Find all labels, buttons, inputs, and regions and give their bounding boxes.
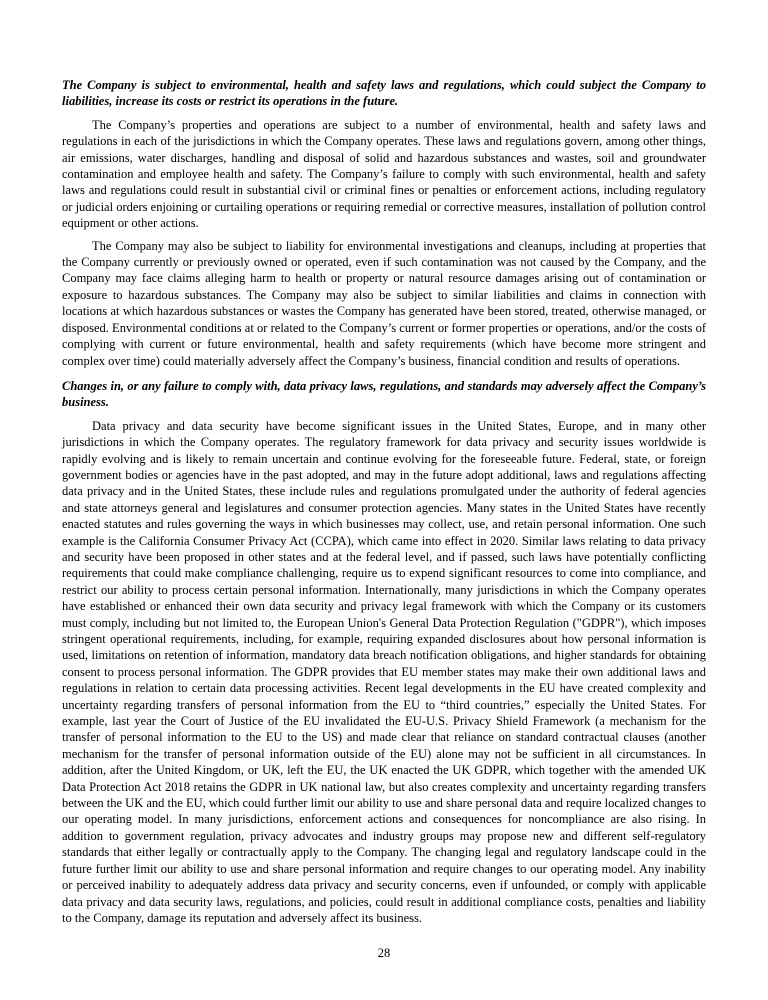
- page-content: [62, 77, 706, 926]
- page-footer: [0, 944, 768, 962]
- paragraph-environmental-2: The Company may also be subject to liability for environmental investigations and cleanups, including at properties that the Company currently or previously owned or operated, even if such contamination was not caused by the Company, and the Company may face claims alleging harm to health or property or natural resource damages arising out of contamination or exposure to hazardous substances. The Company may also be subject to similar liabilities and claims in connection with locations at which hazardous substances or wastes the Company has generated have been stored, treated, otherwise managed, or disposed. Environmental conditions at or related to the Company’s current or former properties or operations, and/or the costs of complying with current or future environmental, health and safety requirements (which have become more stringent and complex over time) could materially adversely affect the Company’s business, financial condition and results of operations.: [62, 238, 706, 368]
- risk-heading-environmental: The Company is subject to environmental, health and safety laws and regulations, which could subject the Company to liabilities, increase its costs or restrict its operations in the future.: [62, 78, 706, 109]
- paragraph-environmental-1: The Company’s properties and operations are subject to a number of environmental, health and safety laws and regulations in each of the jurisdictions in which the Company operates. These laws and regulations govern, among other things, air emissions, water discharges, handling and disposal of solid and hazardous substances and wastes, soil and groundwater contamination and employee health and safety. The Company’s failure to comply with such environmental, health and safety laws and regulations could result in substantial civil or criminal fines or penalties or enforcement actions, including regulatory or judicial orders enjoining or curtailing operations or requiring remedial or corrective measures, installation of pollution control equipment or other actions.: [62, 117, 706, 231]
- paragraph-data-privacy: Data privacy and data security have become significant issues in the United States, Europe, and in many other jurisdictions in which the Company operates. The regulatory framework for data privacy and security issues worldwide is rapidly evolving and is likely to remain uncertain and continue evolving for the foreseeable future. Federal, state, or foreign government bodies or agencies have in the past adopted, and may in the future adopt additional, laws and regulations affecting data privacy and in the United States, these include rules and regulations promulgated under the authority of federal agencies and state attorneys general and legislatures and consumer protection agencies. Many states in the United States have recently enacted statutes and rules governing the ways in which businesses may collect, use, and retain personal information. One such example is the California Consumer Privacy Act (CCPA), which came into effect in 2020. Similar laws relating to data privacy and security have been proposed in other states and at the federal level, and if passed, such laws have potentially conflicting requirements that could make compliance challenging, require us to expend significant resources to come into compliance, and restrict our ability to process certain personal information. Internationally, many jurisdictions in which the Company operates have established or enhanced their own data security and privacy legal framework with which the Company or its customers must comply, including but not limited to, the European Union's General Data Protection Regulation ("GDPR"), which imposes stringent operational requirements, including, for example, requiring expanded disclosures about how personal information is used, limitations on retention of information, mandatory data breach notification obligations, and higher standards for obtaining consent to process personal information. The GDPR provides that EU member states may make their own additional laws and regulations in relation to certain data processing activities. Recent legal developments in the EU have created complexity and uncertainty regarding transfers of personal information from the EU to “third countries,” especially the United States. For example, last year the Court of Justice of the EU invalidated the EU-U.S. Privacy Shield Framework (a mechanism for the transfer of personal information to the EU to the US) and made clear that reliance on standard contractual clauses (another mechanism for the transfer of personal information outside of the EU) alone may not be sufficient in all circumstances. In addition, after the United Kingdom, or UK, left the EU, the UK enacted the UK GDPR, which together with the amended UK Data Protection Act 2018 retains the GDPR in UK national law, but also creates complexity and uncertainty regarding transfers between the UK and the EU, which could further limit our ability to use and share personal data and require localized changes to our operating model. In many jurisdictions, enforcement actions and consequences for noncompliance are also rising. In addition to government regulation, privacy advocates and industry groups may propose new and different self-regulatory standards that either legally or contractually apply to the Company. The changing legal and regulatory landscape could in the future further limit our ability to use and share personal information and require changes to our operating model. Any inability or perceived inability to adequately address data privacy and security concerns, even if unfounded, or comply with applicable data privacy and data security laws, regulations, and policies, could result in additional compliance costs, penalties and liability to the Company, damage its reputation and adversely affect its business.: [62, 418, 706, 925]
- risk-heading-data-privacy: Changes in, or any failure to comply with, data privacy laws, regulations, and standards may adversely affect the Company’s business.: [62, 378, 706, 410]
- page-number: 28: [377, 946, 391, 960]
